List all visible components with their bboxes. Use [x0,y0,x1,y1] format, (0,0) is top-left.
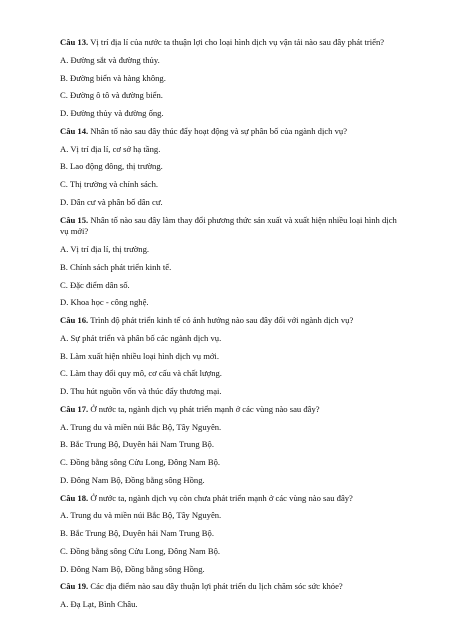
question-18-option-c: C. Đồng bằng sông Cửu Long, Đông Nam Bộ. [60,545,221,556]
question-19-stem [60,581,400,593]
question-15-option-c: C. Đặc điểm dân số. [60,279,130,290]
question-15-text: Nhân tố nào sau đây làm thay đổi phương thức sản xuất và xuất hiện nhiều loại hình dịch vụ mới? [60,214,397,237]
question-13-option-d: D. Đường thủy và đường ống. [60,108,164,118]
question-16-option-c: C. Làm thay đổi quy mô, cơ cấu và chất lượng. [60,368,222,379]
question-19-number: Câu 19. [60,581,89,592]
question-18-option-d: D. Đông Nam Bộ, Đồng bằng sông Hồng. [60,563,205,574]
question-17-option-a: A. Trung du và miền núi Bắc Bộ, Tây Nguyên. [60,421,222,432]
question-13-number: Câu 13. [60,37,89,47]
question-17-option-c: C. Đồng bằng sông Cửu Long, Đông Nam Bộ. [60,457,221,468]
question-19-text: Các địa điểm nào sau đây thuận lợi phát triển du lịch chăm sóc sức khỏe? [90,581,343,592]
question-15-option-a: A. Vị trí địa lí, thị trường. [60,244,150,255]
question-14-option-a: A. Vị trí địa lí, cơ sở hạ tầng. [60,143,161,154]
question-14-option-c: C. Thị trường và chính sách. [60,179,159,189]
question-16-option-d: D. Thu hút nguồn vốn và thúc đẩy thương mại. [60,386,222,397]
question-17-number: Câu 17. [60,403,89,414]
question-15-stem [60,215,400,239]
question-13-option-b: B. Đường biển và hàng không. [60,72,166,83]
question-16-option-a: A. Sự phát triển và phân bố các ngành dịch vụ. [60,332,222,343]
question-14-text: Nhân tố nào sau đây thúc đẩy hoạt động và sự phân bố của ngành dịch vụ? [90,125,348,136]
question-15-option-d: D. Khoa học - công nghệ. [60,297,149,308]
question-13-option-a: A. Đường sắt và đường thủy. [60,54,160,65]
question-16-number: Câu 16. [60,315,89,326]
question-18-text: Ở nước ta, ngành dịch vụ còn chưa phát triển mạnh ở các vùng nào sau đây? [90,492,353,503]
question-16-stem [60,315,400,327]
question-13-text: Vị trí địa lí của nước ta thuận lợi cho loại hình dịch vụ vận tải nào sau đây phát triển? [90,37,385,47]
question-13-option-c: C. Đường ô tô và đường biển. [60,90,163,101]
question-16-text: Trình độ phát triển kinh tế có ảnh hưởng nào sau đây đối với ngành dịch vụ? [90,315,354,326]
question-18-option-b: B. Bắc Trung Bộ, Duyên hải Nam Trung Bộ. [60,528,214,539]
question-15-number: Câu 15. [60,214,89,225]
question-18-number: Câu 18. [60,492,89,503]
question-13-stem [60,37,400,49]
question-14-number: Câu 14. [60,125,89,136]
question-18-option-a: A. Trung du và miền núi Bắc Bộ, Tây Nguyên. [60,510,222,521]
question-17-option-d: D. Đông Nam Bộ, Đồng bằng sông Hồng. [60,474,205,485]
question-14-stem [60,126,400,138]
question-14-option-d: D. Dân cư và phân bố dân cư. [60,196,163,207]
question-18-stem [60,493,400,505]
question-14-option-b: B. Lao động đông, thị trường. [60,161,163,172]
question-19-option-a: A. Đạ Lạt, Bình Châu. [60,599,138,610]
question-17-text: Ở nước ta, ngành dịch vụ phát triển mạnh ở các vùng nào sau đây? [90,403,320,414]
question-list [60,37,400,617]
question-15-option-b: B. Chính sách phát triển kinh tế. [60,261,172,272]
question-16-option-b: B. Làm xuất hiện nhiều loại hình dịch vụ mới. [60,350,219,361]
question-17-option-b: B. Bắc Trung Bộ, Duyên hải Nam Trung Bộ. [60,439,214,450]
question-17-stem [60,404,400,416]
